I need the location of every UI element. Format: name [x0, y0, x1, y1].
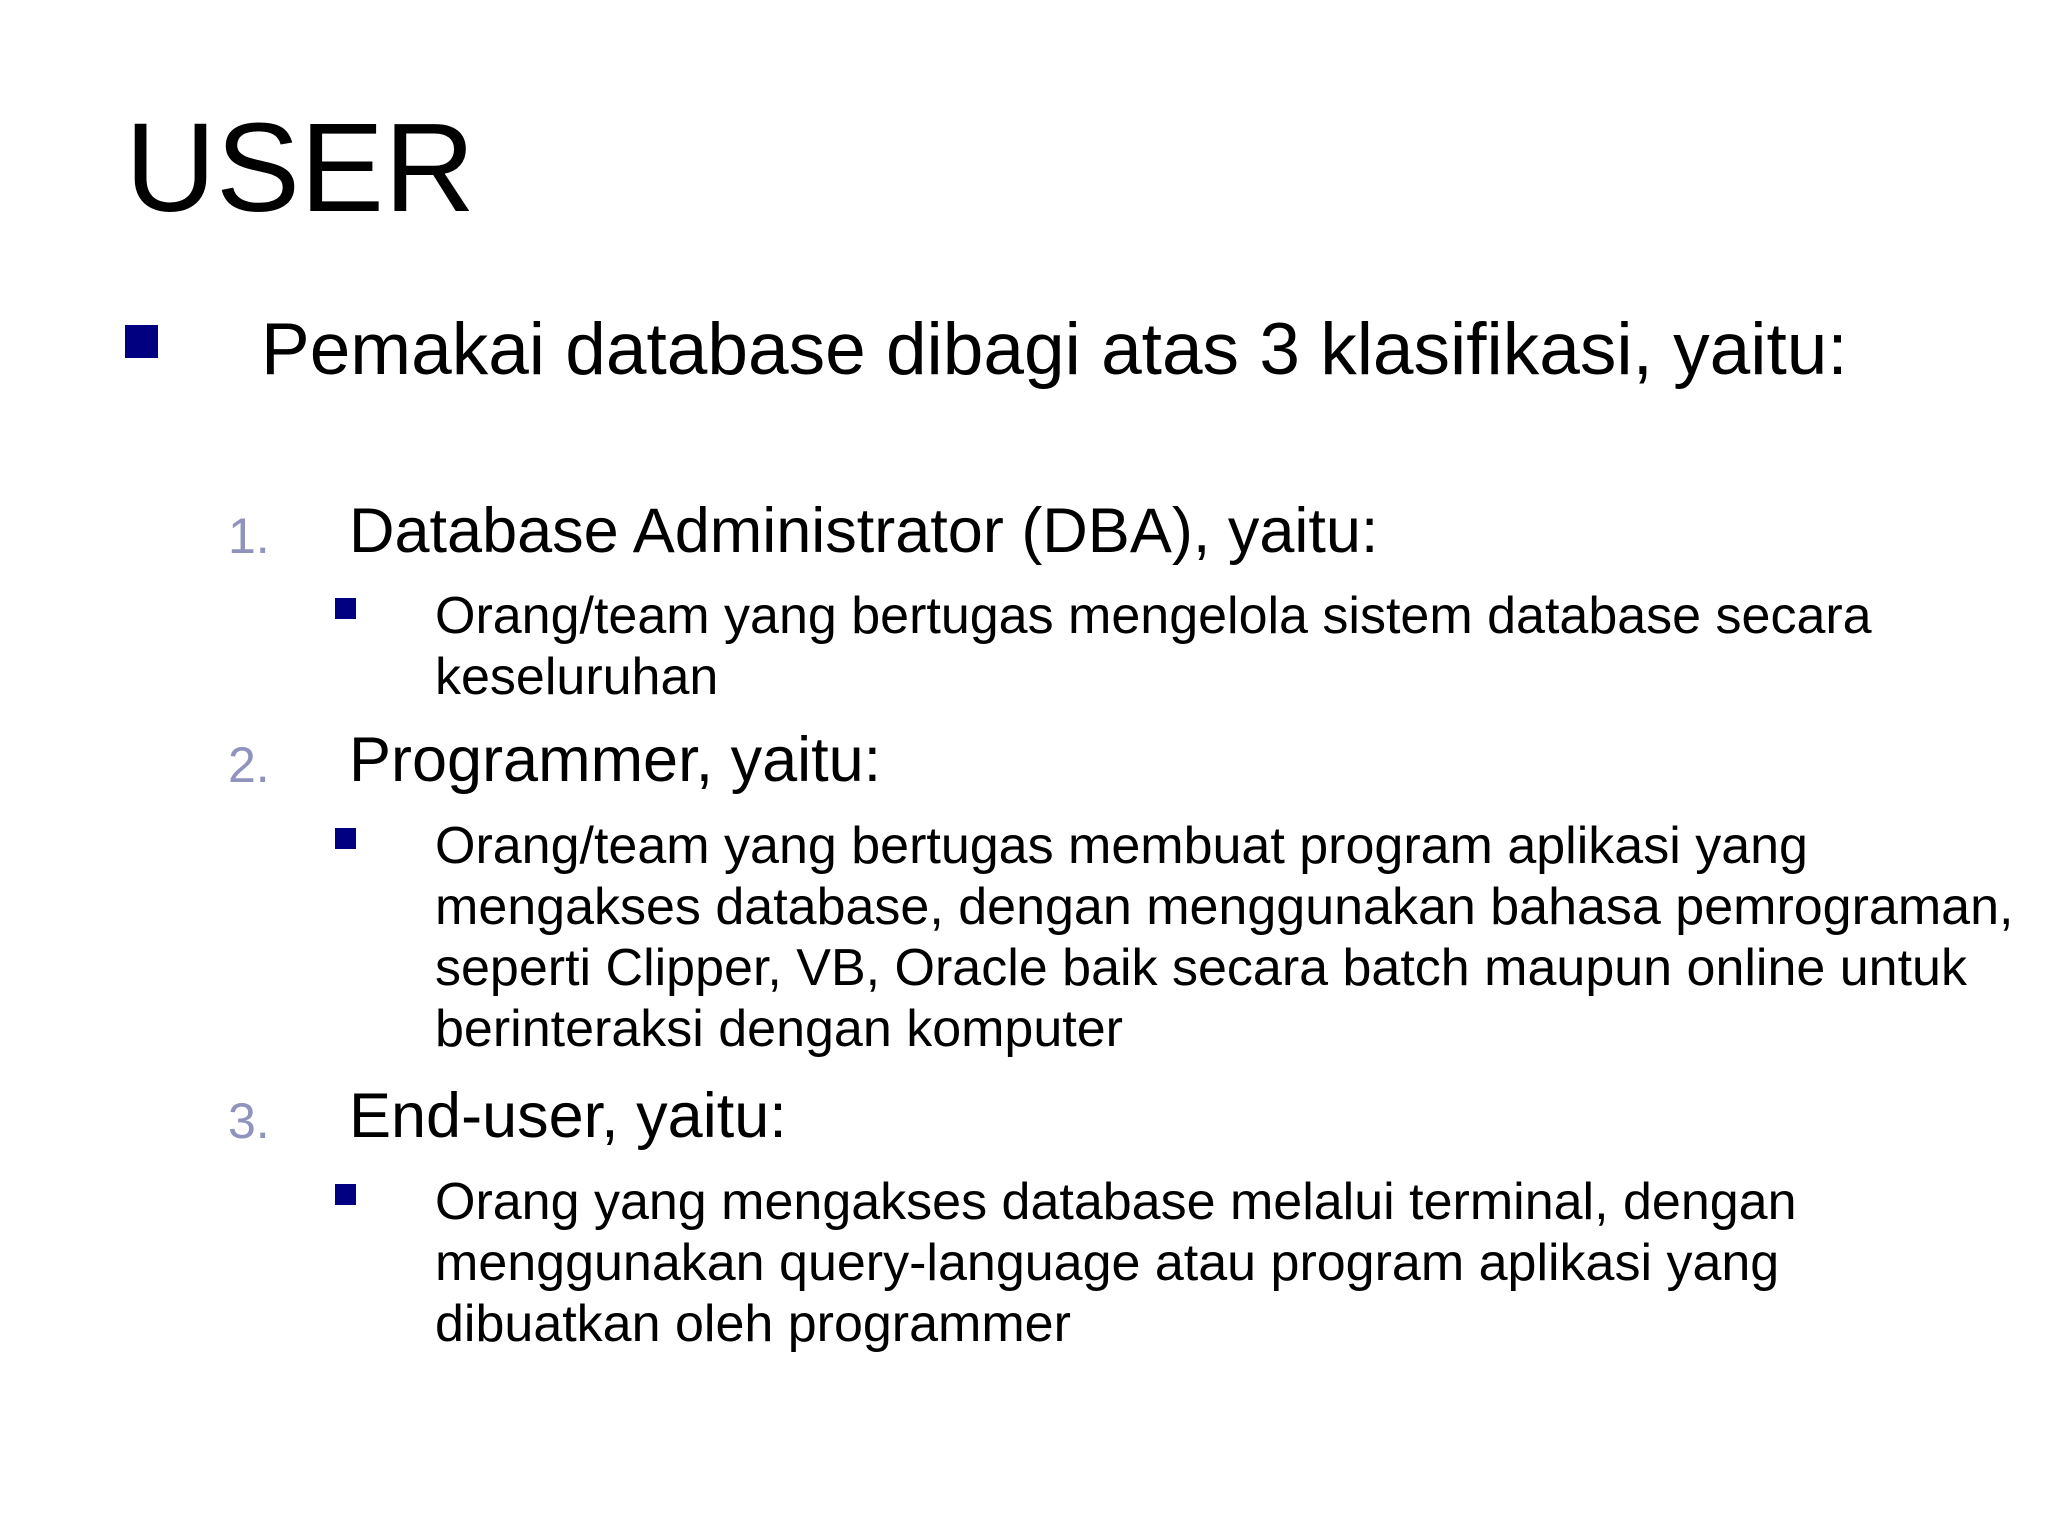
- item-number: 2.: [228, 737, 270, 793]
- item-label: Programmer, yaitu:: [349, 725, 882, 795]
- square-bullet-icon: [125, 325, 158, 358]
- square-bullet-icon: [335, 598, 356, 619]
- sub-bullet-text: Orang/team yang bertugas mengelola sistem database secara keseluruhan: [435, 587, 1872, 706]
- item-label: End-user, yaitu:: [349, 1081, 787, 1151]
- intro-text: Pemakai database dibagi atas 3 klasifikasi, yaitu:: [261, 309, 1848, 390]
- square-bullet-icon: [335, 1184, 356, 1205]
- square-bullet-icon: [335, 828, 356, 849]
- item-label: Database Administrator (DBA), yaitu:: [349, 496, 1379, 566]
- sub-bullet-text: Orang/team yang bertugas membuat program aplikasi yang mengakses database, dengan menggunakan bahasa pemrograman, seperti Clipper, VB, Oracle baik secara batch maupun online untuk berinteraksi dengan komputer: [435, 817, 2014, 1058]
- item-number: 1.: [228, 508, 270, 564]
- sub-bullet-text: Orang yang mengakses database melalui terminal, dengan menggunakan query-language atau program aplikasi yang dibuatkan oleh programmer: [435, 1173, 1797, 1353]
- slide-title: USER: [125, 97, 476, 238]
- item-number: 3.: [228, 1093, 270, 1149]
